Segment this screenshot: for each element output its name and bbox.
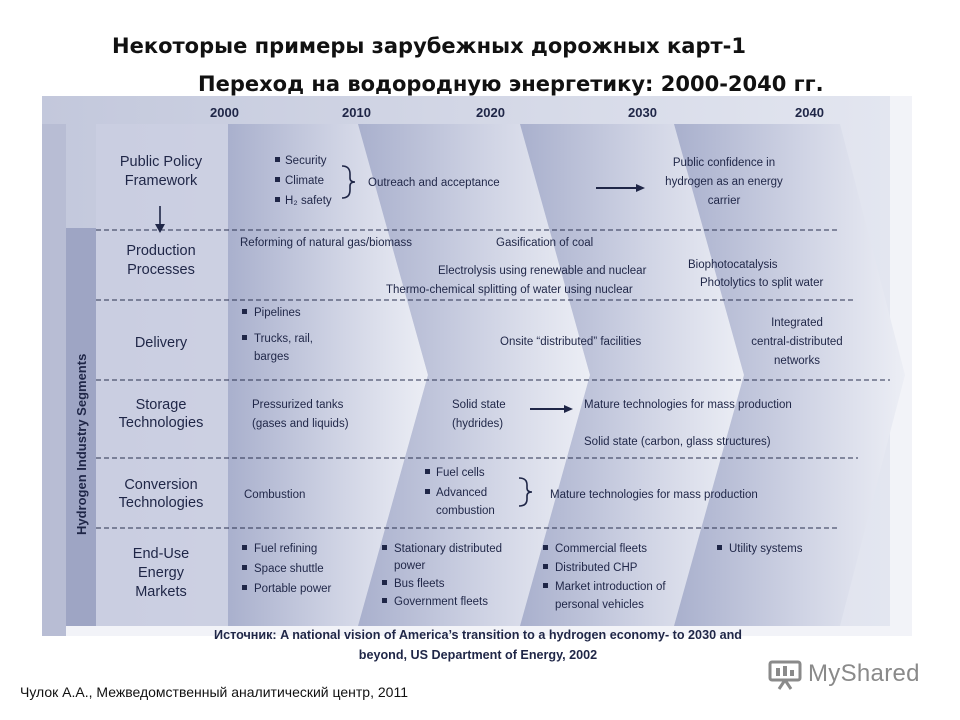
bullet-icon bbox=[717, 545, 722, 550]
prod-gasification: Gasification of coal bbox=[496, 237, 594, 249]
row-label-delivery: Delivery bbox=[134, 335, 188, 351]
deliv-item: Trucks, rail, bbox=[254, 333, 313, 345]
year-label: 2020 bbox=[476, 105, 505, 120]
year-label: 2030 bbox=[628, 105, 657, 120]
policy-public: hydrogen as an energy bbox=[665, 176, 783, 188]
stor-pressurized: Pressurized tanks bbox=[252, 399, 344, 411]
end-col2-item: Stationary distributed bbox=[394, 543, 503, 555]
prod-electrolysis: Electrolysis using renewable and nuclear bbox=[438, 265, 647, 277]
stor-solid-2: Solid state (carbon, glass structures) bbox=[584, 436, 771, 448]
left-border bbox=[42, 124, 66, 636]
end-col1-item: Space shuttle bbox=[254, 563, 324, 575]
row-label-conversion: Technologies bbox=[118, 495, 204, 511]
deliv-item: barges bbox=[254, 351, 290, 363]
conv-combustion: Combustion bbox=[244, 489, 306, 501]
row-label-enduse: Markets bbox=[135, 584, 187, 600]
end-col1-item: Portable power bbox=[254, 583, 332, 595]
deliv-item: Pipelines bbox=[254, 307, 301, 319]
conv-fuelcells: Fuel cells bbox=[436, 467, 485, 479]
stor-solid: (hydrides) bbox=[452, 418, 504, 430]
bullet-icon bbox=[242, 565, 247, 570]
bullet-icon bbox=[275, 197, 280, 202]
prod-reforming: Reforming of natural gas/biomass bbox=[240, 237, 412, 249]
prod-bio: Biophotocatalysis bbox=[688, 259, 778, 271]
year-label: 2040 bbox=[795, 105, 824, 120]
year-label: 2010 bbox=[342, 105, 371, 120]
prod-thermo: Thermo-chemical splitting of water using nuclear bbox=[386, 284, 633, 296]
conv-advanced: Advanced bbox=[436, 487, 488, 499]
bullet-icon bbox=[382, 545, 387, 550]
conv-mature: Mature technologies for mass production bbox=[550, 489, 758, 501]
stor-pressurized: (gases and liquids) bbox=[252, 418, 349, 430]
policy-outreach: Outreach and acceptance bbox=[368, 177, 500, 189]
bullet-icon bbox=[543, 545, 548, 550]
row-label-production: Processes bbox=[127, 262, 195, 278]
row-label-enduse: End-Use bbox=[132, 546, 190, 562]
row-label-production: Production bbox=[126, 243, 196, 259]
slide-title-line-1: Некоторые примеры зарубежных дорожных карт-1 bbox=[112, 34, 746, 58]
conv-advanced: combustion bbox=[436, 505, 495, 517]
deliv-integrated: networks bbox=[773, 355, 821, 367]
row-label-storage: Storage bbox=[135, 397, 187, 413]
bullet-icon bbox=[425, 469, 430, 474]
side-label: Hydrogen Industry Segments bbox=[74, 353, 89, 535]
end-col2-item: Government fleets bbox=[394, 596, 488, 608]
end-col4-item: Utility systems bbox=[729, 543, 803, 555]
bullet-icon bbox=[242, 585, 247, 590]
watermark-logo bbox=[768, 656, 920, 692]
prod-photo: Photolytics to split water bbox=[700, 277, 824, 289]
bullet-icon bbox=[242, 545, 247, 550]
deliv-integrated: Integrated bbox=[771, 317, 823, 329]
end-col3-item: Commercial fleets bbox=[555, 543, 648, 555]
stor-solid: Solid state bbox=[452, 399, 506, 411]
row-label-enduse: Energy bbox=[138, 565, 184, 581]
slide-title-line-2: Переход на водородную энергетику: 2000-2040 гг. bbox=[198, 72, 824, 96]
presentation-icon bbox=[768, 658, 802, 690]
end-col1-item: Fuel refining bbox=[254, 543, 318, 555]
policy-item: Security bbox=[285, 155, 327, 167]
bullet-icon bbox=[382, 580, 387, 585]
bullet-icon bbox=[242, 335, 247, 340]
bullet-icon bbox=[275, 177, 280, 182]
bullet-icon bbox=[543, 583, 548, 588]
row-label-conversion: Conversion bbox=[124, 477, 198, 493]
policy-public: carrier bbox=[707, 195, 741, 207]
end-col3-item: personal vehicles bbox=[555, 599, 644, 611]
stor-mature: Mature technologies for mass production bbox=[584, 399, 792, 411]
source-caption: Источник: A national vision of America’s transition to a hydrogen economy- to 2030 and bbox=[214, 628, 742, 642]
source-caption: beyond, US Department of Energy, 2002 bbox=[358, 648, 598, 662]
policy-item: H₂ safety bbox=[285, 195, 332, 207]
logo-text: MyShared bbox=[808, 660, 920, 687]
bullet-icon bbox=[382, 598, 387, 603]
author-credit: Чулок А.А., Межведомственный аналитический центр, 2011 bbox=[20, 684, 408, 700]
end-col3-item: Distributed CHP bbox=[555, 562, 638, 574]
bullet-icon bbox=[242, 309, 247, 314]
deliv-onsite: Onsite “distributed” facilities bbox=[500, 336, 642, 348]
bullet-icon bbox=[275, 157, 280, 162]
row-label-storage: Technologies bbox=[118, 415, 204, 431]
policy-item: Climate bbox=[285, 175, 324, 187]
deliv-integrated: central-distributed bbox=[751, 336, 843, 348]
end-col2-item: Bus fleets bbox=[394, 578, 445, 590]
year-label: 2000 bbox=[210, 105, 239, 120]
bullet-icon bbox=[425, 489, 430, 494]
row-label-policy: Public Policy bbox=[119, 154, 203, 170]
end-col3-item: Market introduction of bbox=[555, 581, 666, 593]
end-col2-item: power bbox=[394, 560, 426, 572]
bullet-icon bbox=[543, 564, 548, 569]
row-label-policy: Framework bbox=[124, 173, 198, 189]
policy-public: Public confidence in bbox=[672, 157, 776, 169]
